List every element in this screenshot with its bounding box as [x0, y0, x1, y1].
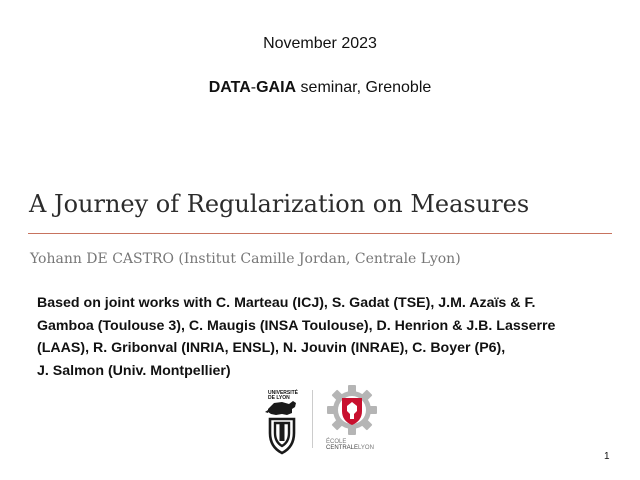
logo-divider: [312, 390, 313, 448]
collaborators-line: J. Salmon (Univ. Montpellier): [37, 362, 231, 379]
seminar-name-gaia: GAIA: [256, 79, 297, 96]
presentation-date: November 2023: [263, 35, 377, 52]
title-rule: [28, 233, 612, 234]
collaborators-line: (LAAS), R. Gribonval (INRIA, ENSL), N. Jouvin (INRAE), C. Boyer (P6),: [37, 340, 506, 356]
collaborators-line: Gamboa (Toulouse 3), C. Maugis (INSA Toulouse), D. Henrion & J.B. Lasserre: [37, 317, 556, 334]
page-number: 1: [604, 451, 610, 462]
author: Yohann DE CASTRO (Institut Camille Jordan, Centrale Lyon): [30, 251, 461, 267]
lyon-wordmark-line2: DE LYON: [268, 395, 290, 401]
ecl-wordmark-centrale: CENTRALE: [326, 445, 359, 451]
universite-de-lyon-wordmark: [268, 391, 298, 401]
institution-logos: [258, 380, 388, 460]
ecole-centrale-lyon-logo: [326, 384, 378, 436]
seminar-name-dash: -: [250, 79, 257, 96]
collaborators-line: Based on joint works with C. Marteau (ICJ), S. Gadat (TSE), J.M. Azaïs & F.: [37, 295, 536, 311]
seminar-name: [0, 79, 640, 97]
ecl-wordmark-line2: [326, 445, 374, 451]
ecole-centrale-lyon-wordmark: [326, 439, 374, 451]
collaborators: [37, 292, 602, 382]
lyon-wordmark-line1: UNIVERSITÉ: [268, 390, 299, 396]
ecl-wordmark-line1: ÉCOLE: [326, 439, 347, 445]
presentation-title: A Journey of Regularization on Measures: [29, 190, 530, 218]
seminar-location: seminar, Grenoble: [296, 79, 432, 96]
seminar-name-data: DATA: [208, 79, 251, 96]
ecl-wordmark-lyon: LYON: [358, 445, 374, 451]
